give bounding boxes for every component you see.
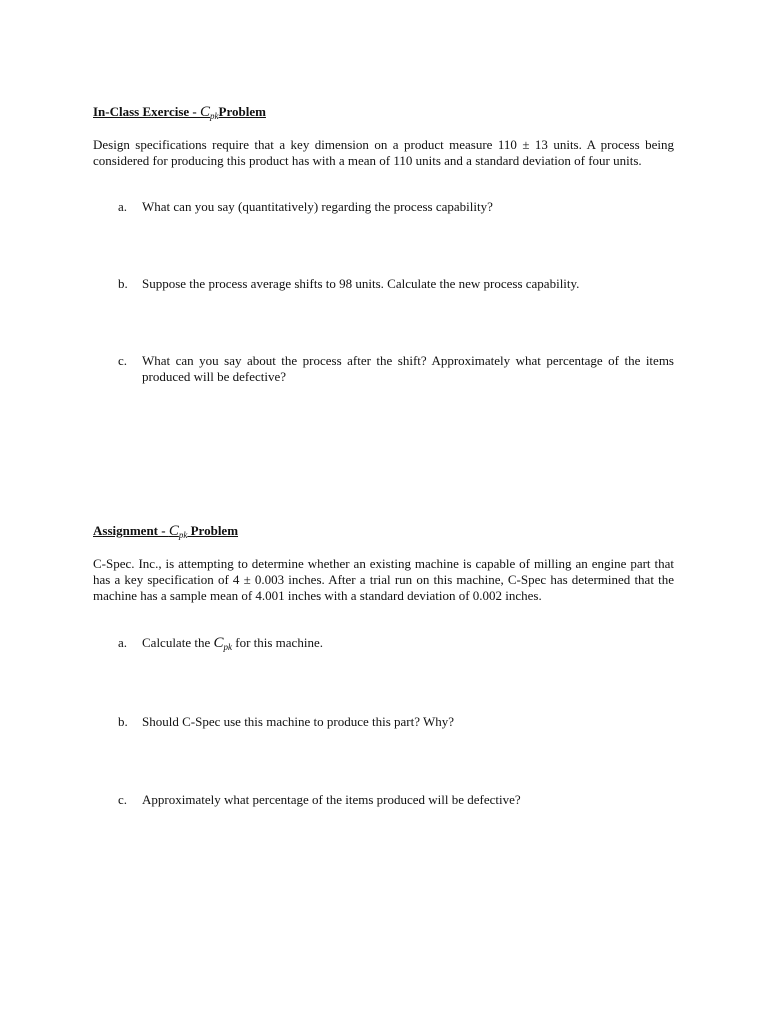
list-item-text: What can you say about the process after the shift? Approximately what percentage of the items produced will be defective? [142,353,674,384]
list-marker: c. [118,353,128,368]
cpk-symbol: $C_{pk}$ [168,523,188,540]
assignment-paragraph: C-Spec. Inc., is attempting to determine whether an existing machine is capable of milling an engine part that has a key specification of 4 ± 0.003 inches. After a trial run on this machine, C-Spec has determined that the machine has a sample mean of 4.001 inches with a standard deviation of 0.002 inches. [93,556,674,603]
list-item-text: What can you say (quantitatively) regarding the process capability? [142,199,493,214]
list-item [118,714,674,730]
cpk-symbol: $C_{pk}$ [213,635,232,652]
heading-suffix: Problem [218,104,266,119]
list-marker: a. [118,199,128,214]
list-item [118,199,674,215]
list-item-text: Suppose the process average shifts to 98 units. Calculate the new process capability. [142,276,580,291]
list-marker: b. [118,714,128,729]
list-item-text: Calculate the $C_{pk}$ for this machine. [142,635,323,652]
heading-suffix: Problem [187,523,239,538]
list-item [118,792,674,808]
in-class-exercise-paragraph: Design specifications require that a key dimension on a product measure 110 ± 13 units. A process being considered for producing this product has with a mean of 110 units and a standard deviation of four units. [93,137,674,168]
list-marker: a. [118,635,128,650]
heading-prefix: Assignment - [93,523,169,538]
list-marker: b. [118,276,128,291]
cpk-symbol: $C_{pk}$ [200,104,219,121]
assignment-heading [93,523,674,539]
list-item-text: Approximately what percentage of the items produced will be defective? [142,792,521,807]
list-item [118,276,674,292]
list-item-text: Should C-Spec use this machine to produce this part? Why? [142,714,455,729]
heading-prefix: In-Class Exercise - [93,104,201,119]
list-item [118,353,674,385]
in-class-exercise-heading [93,104,674,120]
list-marker: c. [118,792,128,807]
list-item [118,635,674,651]
